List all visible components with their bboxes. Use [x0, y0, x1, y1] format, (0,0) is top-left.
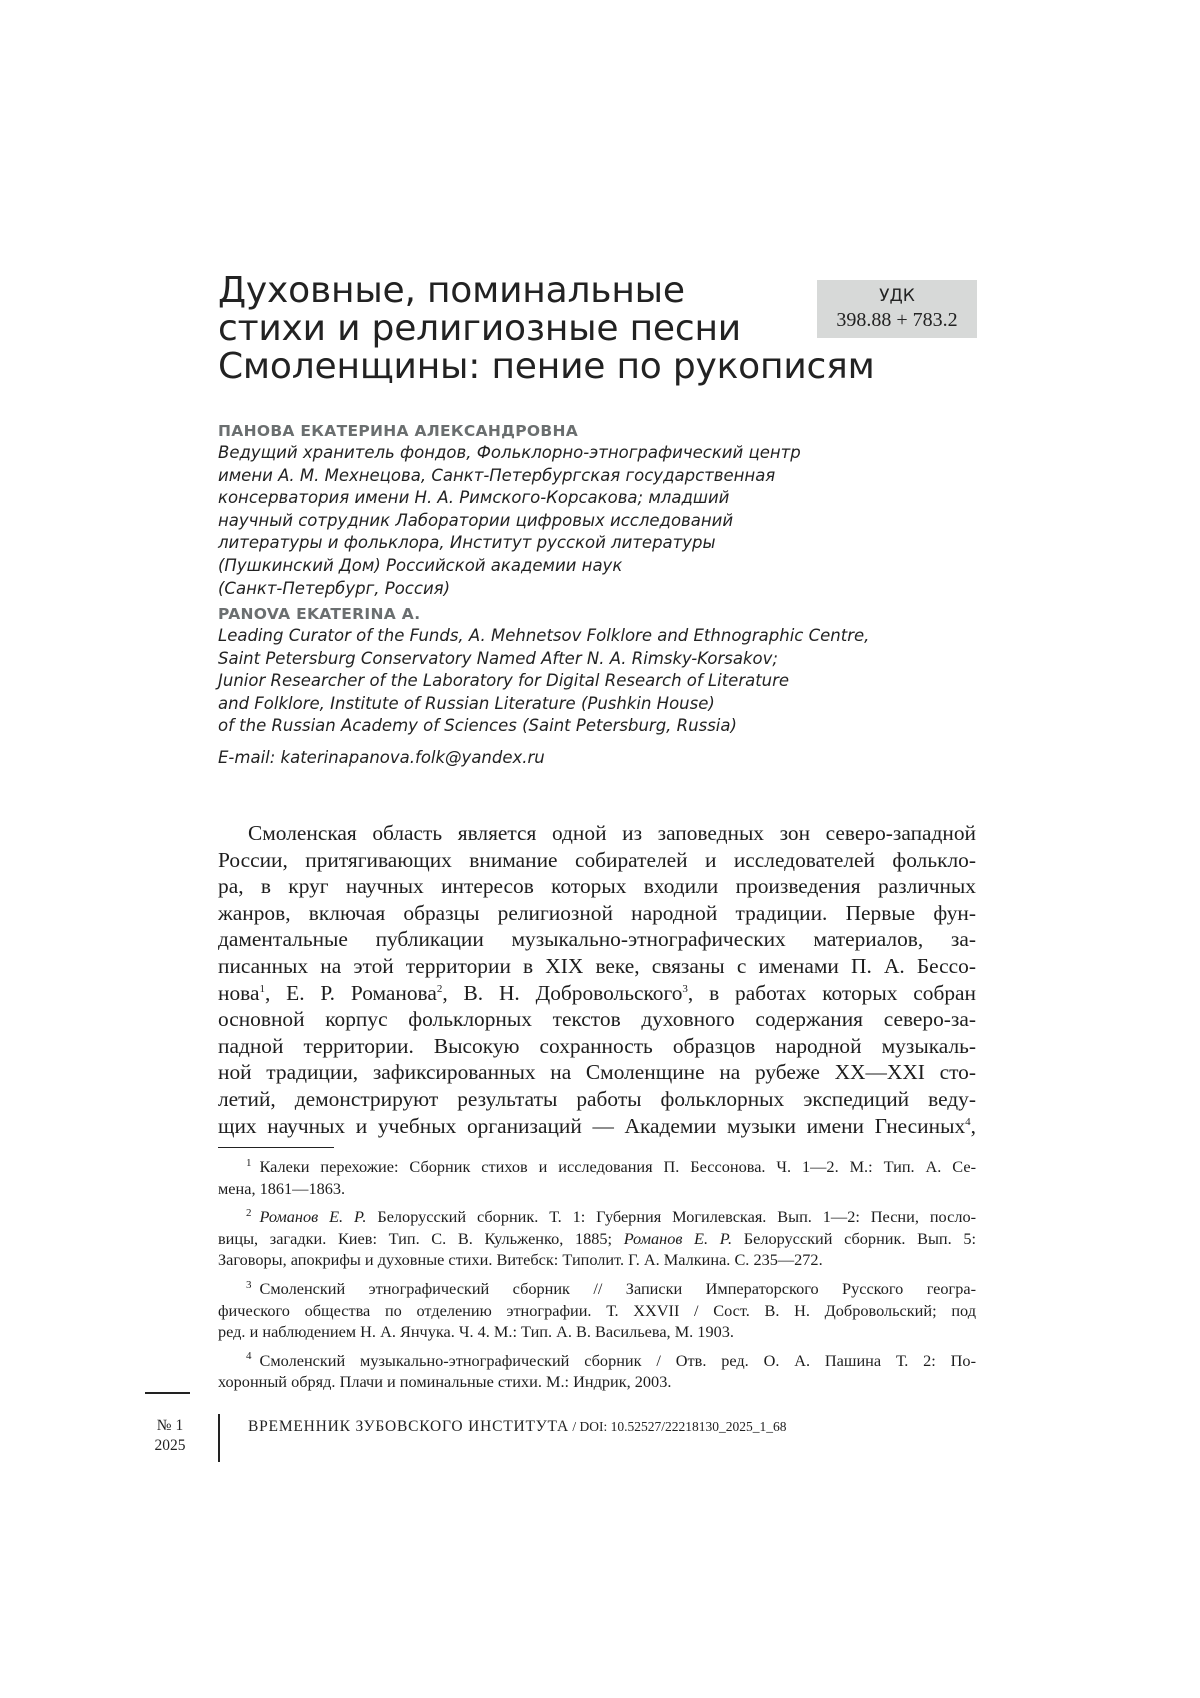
title-line: Смоленщины: пение по рукописям — [218, 346, 875, 387]
text-run: , В. Н. Добровольского — [442, 980, 683, 1005]
footnote-line — [218, 1228, 976, 1250]
affiliation-line: литературы и фольклора, Институт русской литературы — [218, 533, 716, 553]
affiliation-line: of the Russian Academy of Sciences (Saint Petersburg, Russia) — [218, 716, 737, 736]
affiliation-line: (Санкт-Петербург, Россия) — [218, 578, 451, 598]
affiliation-line: Junior Researcher of the Laboratory for Digital Research of Literature — [218, 671, 790, 691]
footnote-number: 2 — [246, 1206, 252, 1219]
text-run: щих научных и учебных организаций — Академии музыки имени Гнесиных — [218, 1113, 966, 1138]
footnote-3 — [218, 1278, 976, 1343]
footnote-line: фического общества по отделению этнографии. Т. XXVII / Сост. В. Н. Добровольский; под — [218, 1300, 976, 1320]
affiliation-line: Saint Petersburg Conservatory Named After N. A. Rimsky-Korsakov; — [218, 648, 778, 668]
body-line: писанных на этой территории в XIX веке, связаны с именами П. А. Бессо- — [218, 953, 976, 978]
article-title — [218, 270, 875, 387]
body-line: ра, в круг научных интересов которых входили произведения различных — [218, 874, 976, 899]
udk-label: УДК — [879, 286, 915, 306]
journal-name: ВРЕМЕННИК ЗУБОВСКОГО ИНСТИТУТА — [248, 1418, 569, 1435]
footnote-separator — [218, 1147, 334, 1148]
affiliation-line: and Folklore, Institute of Russian Literature (Pushkin House) — [218, 693, 715, 713]
issue-number: № 1 — [156, 1417, 184, 1434]
title-line: стихи и религиозные песни — [218, 308, 741, 349]
footnotes — [218, 1156, 976, 1400]
text-run: , — [970, 1113, 976, 1138]
footer-divider — [218, 1414, 220, 1462]
footnote-number: 4 — [246, 1350, 252, 1363]
footnote-ref[interactable]: 4 — [965, 1115, 971, 1128]
udk-box — [817, 280, 977, 338]
title-line: Духовные, поминальные — [218, 270, 685, 311]
footnote-ref[interactable]: 3 — [682, 982, 688, 995]
issue-year: 2025 — [154, 1437, 186, 1454]
footnote-line — [218, 1278, 976, 1300]
footnote-number: 1 — [246, 1156, 252, 1169]
footnote-line — [218, 1156, 976, 1178]
footnote-ref[interactable]: 2 — [436, 982, 443, 995]
footer-separator: / — [569, 1419, 580, 1434]
running-footer — [248, 1418, 787, 1436]
author-block-ru — [218, 420, 978, 600]
body-line: даментальные публикации музыкально-этнографических материалов, за- — [218, 927, 976, 952]
body-line: ной традиции, зафиксированных на Смоленщине на рубеже XX—XXI сто- — [218, 1060, 976, 1085]
footnote-line: Заговоры, апокрифы и духовные стихи. Витебск: Типолит. Г. А. Малкина. С. 235—272. — [218, 1250, 823, 1270]
affiliation-line: имени А. М. Мехнецова, Санкт-Петербургская государственная — [218, 465, 776, 485]
footnote-author: Романов Е. Р. — [259, 1207, 367, 1227]
text-run: Смоленский музыкально-этнографический сборник / Отв. ред. О. А. Пашина Т. 2: По- — [259, 1350, 976, 1370]
text-run: Белорусский сборник. Т. 1: Губерния Могилевская. Вып. 1—2: Песни, посло- — [366, 1207, 977, 1227]
text-run: , Е. Р. Романова — [264, 980, 437, 1005]
affiliation-line: научный сотрудник Лаборатории цифровых исследований — [218, 510, 734, 530]
affiliation-line: Ведущий хранитель фондов, Фольклорно-этнографический центр — [218, 443, 801, 462]
author-email[interactable]: E-mail: katerinapanova.folk@yandex.ru — [218, 748, 545, 767]
body-line: летий, демонстрируют результаты работы фольклорных экспедиций веду- — [218, 1086, 976, 1111]
body-line: основной корпус фольклорных текстов духовного содержания северо-за- — [218, 1007, 976, 1032]
issue-info — [145, 1416, 195, 1456]
doi[interactable]: DOI: 10.52527/22218130_2025_1_68 — [579, 1419, 787, 1434]
body-line — [218, 980, 976, 1007]
footnote-line: мена, 1861—1863. — [218, 1178, 346, 1198]
footnote-4 — [218, 1350, 976, 1393]
footnote-2 — [218, 1206, 976, 1271]
text-run: нова — [218, 980, 260, 1005]
footnote-ref[interactable]: 1 — [259, 982, 265, 995]
footnote-line — [218, 1206, 976, 1228]
body-line: России, притягивающих внимание собирателей и исследователей фолькло- — [218, 847, 976, 872]
body-line: падной территории. Высокую сохранность образцов народной музыкаль- — [218, 1033, 976, 1058]
affiliation-line: Leading Curator of the Funds, A. Mehnetsov Folklore and Ethnographic Centre, — [218, 626, 870, 645]
margin-rule — [145, 1392, 190, 1394]
body-line: Смоленская область является одной из заповедных зон северо-западной — [248, 821, 976, 845]
text-run: , в работах которых собран — [687, 980, 976, 1005]
body-paragraph — [218, 820, 976, 1139]
footnote-author: Романов Е. Р. — [623, 1228, 733, 1248]
udk-code: 398.88 + 783.2 — [836, 309, 958, 331]
footnote-line — [218, 1350, 976, 1372]
author-name-en: PANOVA EKATERINA A. — [218, 605, 421, 623]
author-block-en — [218, 603, 978, 738]
affiliation-line: консерватория имени Н. А. Римского-Корсакова; младший — [218, 488, 730, 508]
author-name-ru: ПАНОВА ЕКАТЕРИНА АЛЕКСАНДРОВНА — [218, 422, 579, 440]
footnote-1 — [218, 1156, 976, 1199]
text-run: вицы, загадки. Киев: Тип. С. В. Кульженко, 1885; — [218, 1228, 624, 1248]
text-run: Калеки перехожие: Сборник стихов и исследования П. Бессонова. Ч. 1—2. М.: Тип. А. Се- — [259, 1157, 976, 1176]
footnote-number: 3 — [246, 1278, 252, 1291]
body-line: жанров, включая образцы религиозной народной традиции. Первые фун- — [218, 900, 976, 925]
affiliation-line: (Пушкинский Дом) Российской академии наук — [218, 555, 623, 575]
footnote-line: хоронный обряд. Плачи и поминальные стихи. М.: Индрик, 2003. — [218, 1372, 672, 1392]
body-line — [218, 1113, 976, 1140]
text-run: Белорусский сборник. Вып. 5: — [732, 1228, 977, 1248]
text-run: Смоленский этнографический сборник // Записки Императорского Русского геогра- — [259, 1278, 976, 1298]
footnote-line: ред. и наблюдением Н. А. Янчука. Ч. 4. М.: Тип. А. В. Васильева, М. 1903. — [218, 1322, 734, 1342]
